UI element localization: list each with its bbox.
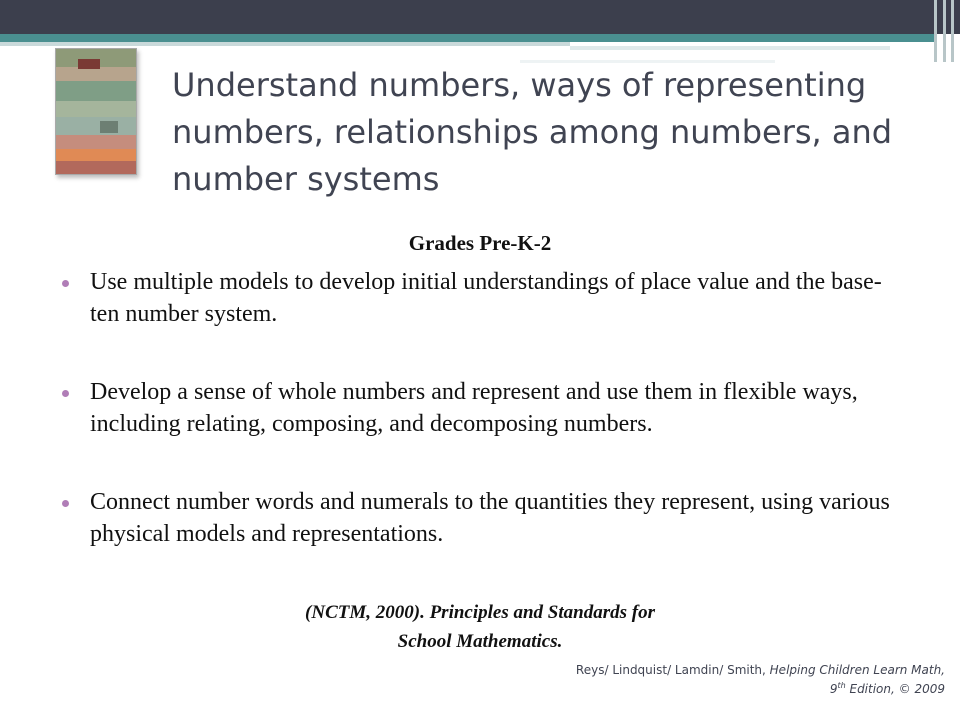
slide-title: Understand numbers, ways of representing numbers, relationships among numbers, and number systems bbox=[172, 66, 893, 198]
accent-stripe bbox=[0, 34, 935, 42]
decorative-lines bbox=[934, 0, 954, 62]
footer-authors: Reys/ Lindquist/ Lamdin/ Smith, bbox=[575, 663, 770, 677]
bullet-text: Connect number words and numerals to the quantities they represent, using various physical models and representations. bbox=[90, 489, 890, 547]
citation-line-1: (NCTM, 2000). Principles and Standards for bbox=[305, 602, 655, 623]
bullet-item bbox=[58, 486, 908, 550]
bullet-item bbox=[58, 376, 908, 440]
bullet-text: Use multiple models to develop initial understandings of place value and the base-ten number system. bbox=[90, 269, 882, 327]
bullet-text: Develop a sense of whole numbers and represent and use them in flexible ways, including relating, composing, and decomposing numbers. bbox=[90, 379, 858, 437]
bullet-icon bbox=[62, 500, 69, 507]
bullet-item bbox=[58, 266, 908, 330]
accent-line bbox=[0, 42, 570, 46]
footer-edition-number: 9 bbox=[829, 682, 838, 696]
footer-edition-suffix: th bbox=[837, 681, 846, 690]
footer-credit bbox=[425, 662, 945, 697]
footer-book-title: Helping Children Learn Math, bbox=[769, 663, 945, 677]
decorative-painting-image bbox=[55, 48, 137, 175]
grade-heading: Grades Pre-K-2 bbox=[408, 231, 552, 255]
citation bbox=[0, 598, 960, 656]
footer-edition-rest: Edition, © 2009 bbox=[845, 682, 945, 696]
citation-line-2: School Mathematics. bbox=[397, 631, 563, 652]
bullet-icon bbox=[62, 390, 69, 397]
top-banner bbox=[0, 0, 960, 34]
bullet-icon bbox=[62, 280, 69, 287]
accent-line-2 bbox=[570, 46, 890, 50]
bullet-list bbox=[58, 266, 908, 596]
